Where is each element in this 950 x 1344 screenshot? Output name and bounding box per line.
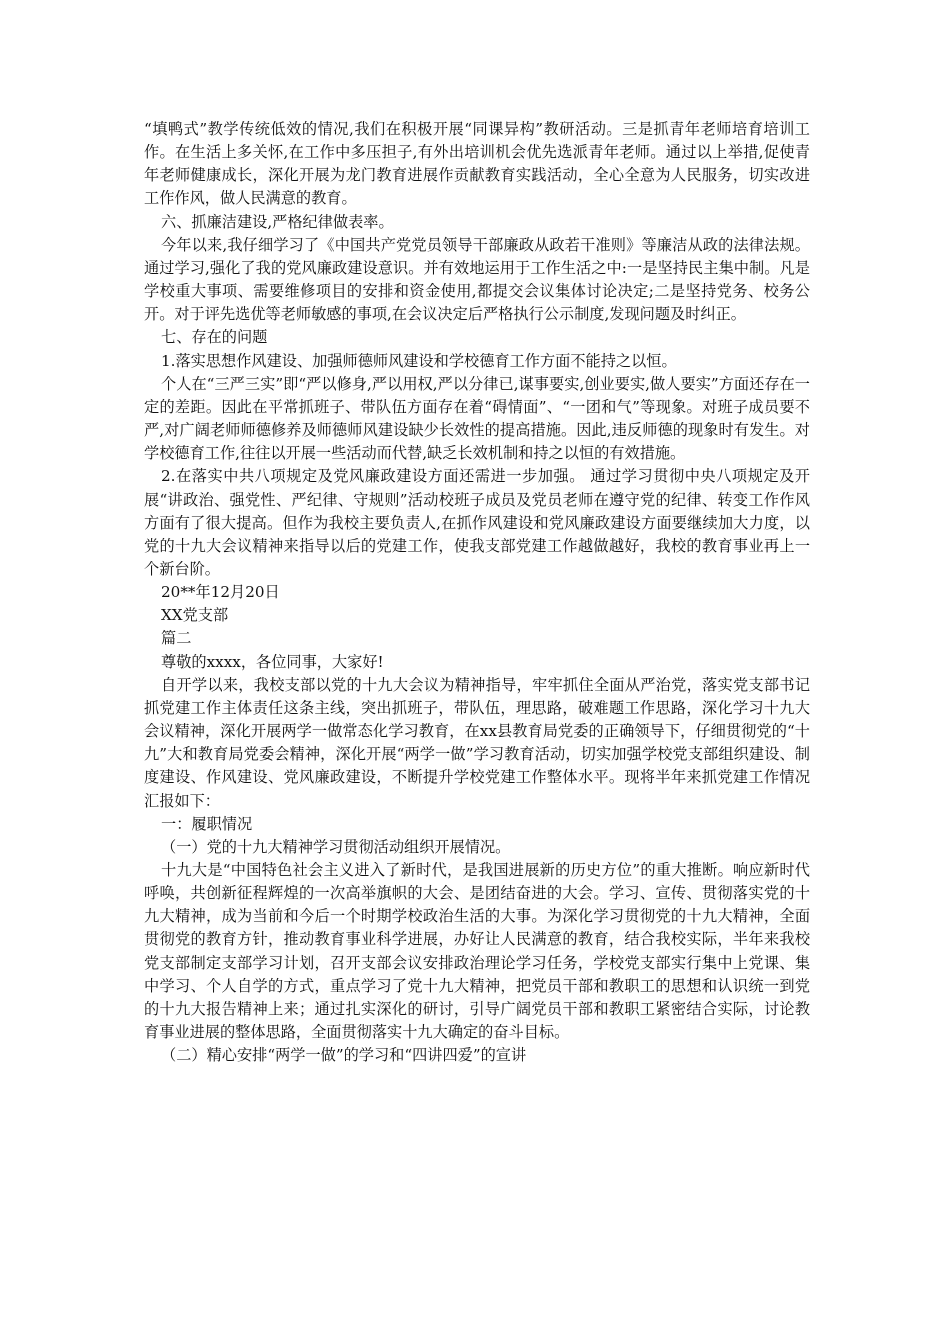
- part-two-heading: 篇二: [161, 629, 192, 648]
- paragraph-nineteenth-congress: 十九大是“中国特色社会主义进入了新时代，是我国进展新的历史方位”的重大推断。响应新时代呼唤，共创新征程辉煌的一次高举旗帜的大会、是团结奋进的大会。学习、宣传、贯彻落实党的十九大精神，成为当前和今后一个时期学校政治生活的大事。为深化学习贯彻党的十九大精神，全面贯彻党的教育方针，推动教育事业科学进展，办好让人民满意的教育，结合我校实际，半年来我校党支部制定支部学习计划，召开支部会议安排政治理论学习任务，学校党支部实行集中上党课、集中学习、个人自学的方式，重点学习了党十九大精神，把党员干部和教职工的思想和认识统一到党的十九大报告精神上来；通过扎实深化的研讨，引导广阔党员干部和教职工紧密结合实际，讨论教育事业进展的整体思路，全面贯彻落实十九大确定的奋斗目标。: [144, 861, 810, 1042]
- section-heading-7: 七、存在的问题: [161, 328, 268, 347]
- paragraph-problem-1-detail: 个人在“三严三实”即“严以修身,严以用权,严以分律已,谋事要实,创业要实,做人要实”方面还存在一定的差距。因此在平常抓班子、带队伍方面存在着“碍情面”、“一团和气”等现象。对班子成员要不严,对广阔老师师德修养及师德师风建设缺少长效性的提高措施。因此,违反师德的现象时有发生。对学校德育工作,往往以开展一些活动而代替,缺乏长效机制和持之以恒的有效措施。: [144, 374, 810, 463]
- paragraph-intro: 自开学以来，我校支部以党的十九大会议为精神指导，牢牢抓住全面从严治党，落实党支部书记抓党建工作主体责任这条主线，突出抓班子，带队伍，理思路，破难题工作思路，深化学习十九大会议精神，深化开展两学一做常态化学习教育，在xx县教育局党委的正确领导下，仔细贯彻党的“十九”大和教育局党委会精神，深化开展“两学一做”学习教育活动，切实加强学校党支部组织建设、制度建设、作风建设、党风廉政建设，不断提升学校党建工作整体水平。现将半年来抓党建工作情况汇报如下：: [144, 675, 810, 810]
- salutation: 尊敬的xxxx，各位同事，大家好!: [161, 652, 384, 671]
- section-heading-6: 六、抓廉洁建设,严格纪律做表率。: [161, 212, 394, 231]
- subsection-heading-1: （一）党的十九大精神学习贯彻活动组织开展情况。: [161, 837, 511, 856]
- problem-item-1: 1.落实思想作风建设、加强师德师风建设和学校德育工作方面不能持之以恒。: [161, 351, 677, 370]
- paragraph-continuation: “填鸭式”教学传统低效的情况,我们在积极开展“同课异构”教研活动。三是抓青年老师培育培训工作。在生活上多关怀,在工作中多压担子,有外出培训机会优先选派青年老师。通过以上举措,促使青年老师健康成长，深化开展为龙门教育进展作贡献教育实践活动，全心全意为人民服务，切实改进工作作风，做人民满意的教育。: [144, 120, 810, 208]
- paragraph-integrity: 今年以来,我仔细学习了《中国共产党党员领导干部廉政从政若干准则》等廉洁从政的法律法规。通过学习,强化了我的党风廉政建设意识。并有效地运用于工作生活之中:一是坚持民主集中制。凡是学校重大事项、需要维修项目的安排和资金使用,都提交会议集体讨论决定;二是坚持党务、校务公开。对于评先选优等老师敏感的事项,在会议决定后严格执行公示制度,发现问题及时纠正。: [144, 235, 810, 324]
- subsection-heading-2: （二）精心安排“两学一做”的学习和“四讲四爱”的宣讲: [161, 1046, 527, 1065]
- document-signature: XX党支部: [161, 606, 229, 625]
- section-heading-duties: 一：履职情况: [161, 814, 253, 833]
- problem-item-2: 2.在落实中共八项规定及党风廉政建设方面还需进一步加强。 通过学习贯彻中央八项规定及开展“讲政治、强党性、严纪律、守规则”活动校班子成员及党员老师在遵守党的纪律、转变工作作风方面有了很大提高。但作为我校主要负责人,在抓作风建设和党风廉政建设方面要继续加大力度，以党的十九大会议精神来指导以后的党建工作，使我支部党建工作越做越好，我校的教育事业再上一个新台阶。: [144, 467, 810, 578]
- document-date: 20**年12月20日: [161, 583, 280, 602]
- document-body: [144, 118, 810, 1067]
